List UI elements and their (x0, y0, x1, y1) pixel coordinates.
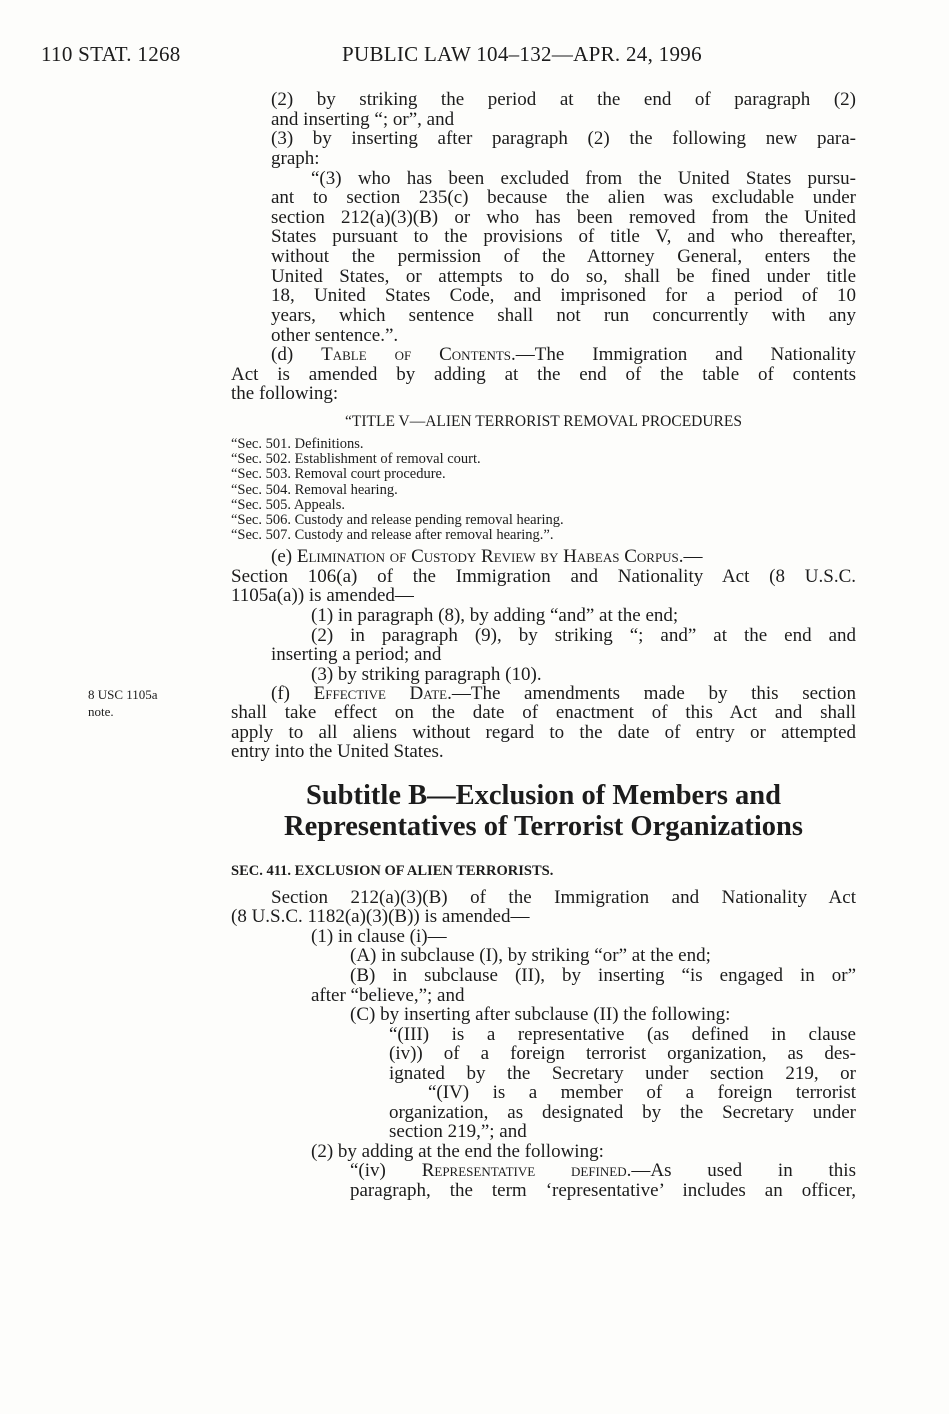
toc-entry: “Sec. 502. Establishment of removal court. (231, 451, 481, 468)
text-span: .—As used in this (626, 1160, 856, 1181)
toc-entry: “Sec. 507. Custody and release after removal hearing.”. (231, 527, 554, 544)
text-line: shall take effect on the date of enactment of this Act and shall (231, 702, 856, 723)
text-line: (2) in paragraph (9), by striking “; and” at the end and (311, 625, 856, 646)
text-line (271, 547, 703, 567)
text-line: “(3) who has been excluded from the United States pursu- (311, 168, 856, 189)
text-line: (3) by inserting after paragraph (2) the following new para- (271, 128, 856, 149)
text-line: ignated by the Secretary under section 219, or (389, 1063, 856, 1084)
text-line: (A) in subclause (I), by striking “or” at the end; (350, 945, 711, 966)
text-line: (8 U.S.C. 1182(a)(3)(B)) is amended— (231, 906, 530, 927)
text-line (350, 1161, 856, 1181)
section-heading: SEC. 411. EXCLUSION OF ALIEN TERRORISTS. (231, 863, 554, 879)
small-caps-heading: Elimination of Custody Review by Habeas Corpus (296, 546, 679, 567)
toc-entry: “Sec. 503. Removal court procedure. (231, 466, 446, 483)
text-line: ant to section 235(c) because the alien was excludable under (271, 187, 856, 208)
toc-entry: “Sec. 504. Removal hearing. (231, 481, 398, 498)
text-line: the following: (231, 383, 339, 404)
text-line: apply to all aliens without regard to the date of entry or attempted (231, 722, 856, 743)
text-line (271, 345, 856, 365)
text-span: (f) (271, 683, 314, 704)
text-line: (B) in subclause (II), by inserting “is engaged in or” (350, 965, 856, 986)
margin-note: note. (88, 704, 114, 719)
text-span: .— (678, 546, 703, 567)
small-caps-heading: Effective Date (313, 683, 448, 704)
text-line: and inserting “; or”, and (271, 109, 455, 130)
text-line: section 212(a)(3)(B) or who has been removed from the United (271, 207, 856, 228)
text-line: other sentence.”. (271, 325, 399, 346)
text-line: States pursuant to the provisions of title V, and who thereafter, (271, 226, 856, 247)
toc-entry: “Sec. 505. Appeals. (231, 496, 345, 513)
text-line: inserting a period; and (271, 644, 442, 665)
text-line: after “believe,”; and (311, 985, 465, 1006)
text-line: years, which sentence shall not run concurrently with any (271, 305, 856, 326)
text-span: (d) (271, 344, 322, 365)
text-line: Section 212(a)(3)(B) of the Immigration and Nationality Act (271, 887, 856, 908)
text-line: (iv)) of a foreign terrorist organization, as des- (389, 1043, 856, 1064)
text-line: graph: (271, 148, 320, 169)
toc-title: “TITLE V—ALIEN TERRORIST REMOVAL PROCEDURES (345, 413, 742, 430)
text-line: (2) by striking the period at the end of paragraph (2) (271, 89, 856, 110)
text-line: (2) by adding at the end the following: (311, 1141, 604, 1162)
text-line: United States, or attempts to do so, shall be fined under title (271, 266, 856, 287)
subtitle-heading (231, 780, 856, 842)
text-span: .—The amendments made by this section (447, 683, 857, 704)
text-span: .—The Immigration and Nationality (511, 344, 856, 365)
text-line: (C) by inserting after subclause (II) the following: (350, 1004, 731, 1025)
text-line: 18, United States Code, and imprisoned for a period of 10 (271, 285, 856, 306)
text-line: Act is amended by adding at the end of the table of contents (231, 364, 856, 385)
text-line: without the permission of the Attorney General, enters the (271, 246, 856, 267)
running-header: PUBLIC LAW 104–132—APR. 24, 1996 (342, 42, 702, 66)
small-caps-heading: Representative defined (421, 1160, 627, 1181)
text-line: (3) by striking paragraph (10). (311, 664, 542, 685)
toc-entry: “Sec. 501. Definitions. (231, 436, 364, 452)
text-line: 1105a(a)) is amended— (231, 585, 414, 606)
text-line: “(IV) is a member of a foreign terrorist (428, 1082, 856, 1103)
subtitle-line: Subtitle B—Exclusion of Members and (305, 780, 782, 811)
small-caps-heading: Table of Contents (321, 344, 512, 365)
toc-entry: “Sec. 506. Custody and release pending removal hearing. (231, 512, 564, 528)
text-line (271, 684, 856, 704)
margin-note: 8 USC 1105a (88, 687, 158, 702)
text-line: “(III) is a representative (as defined in clause (389, 1024, 856, 1045)
text-line: paragraph, the term ‘representative’ includes an officer, (350, 1180, 856, 1201)
text-line: entry into the United States. (231, 741, 444, 762)
text-line: organization, as designated by the Secretary under (389, 1102, 856, 1123)
text-line: (1) in clause (i)— (311, 926, 447, 947)
text-line: section 219,”; and (389, 1121, 527, 1142)
text-line: (1) in paragraph (8), by adding “and” at the end; (311, 605, 679, 626)
page-stat-number: 110 STAT. 1268 (41, 42, 181, 66)
text-span: (e) (271, 546, 297, 567)
subtitle-line: Representatives of Terrorist Organizations (283, 811, 803, 842)
text-span: “(iv) (350, 1160, 422, 1181)
text-line: Section 106(a) of the Immigration and Nationality Act (8 U.S.C. (231, 566, 856, 587)
